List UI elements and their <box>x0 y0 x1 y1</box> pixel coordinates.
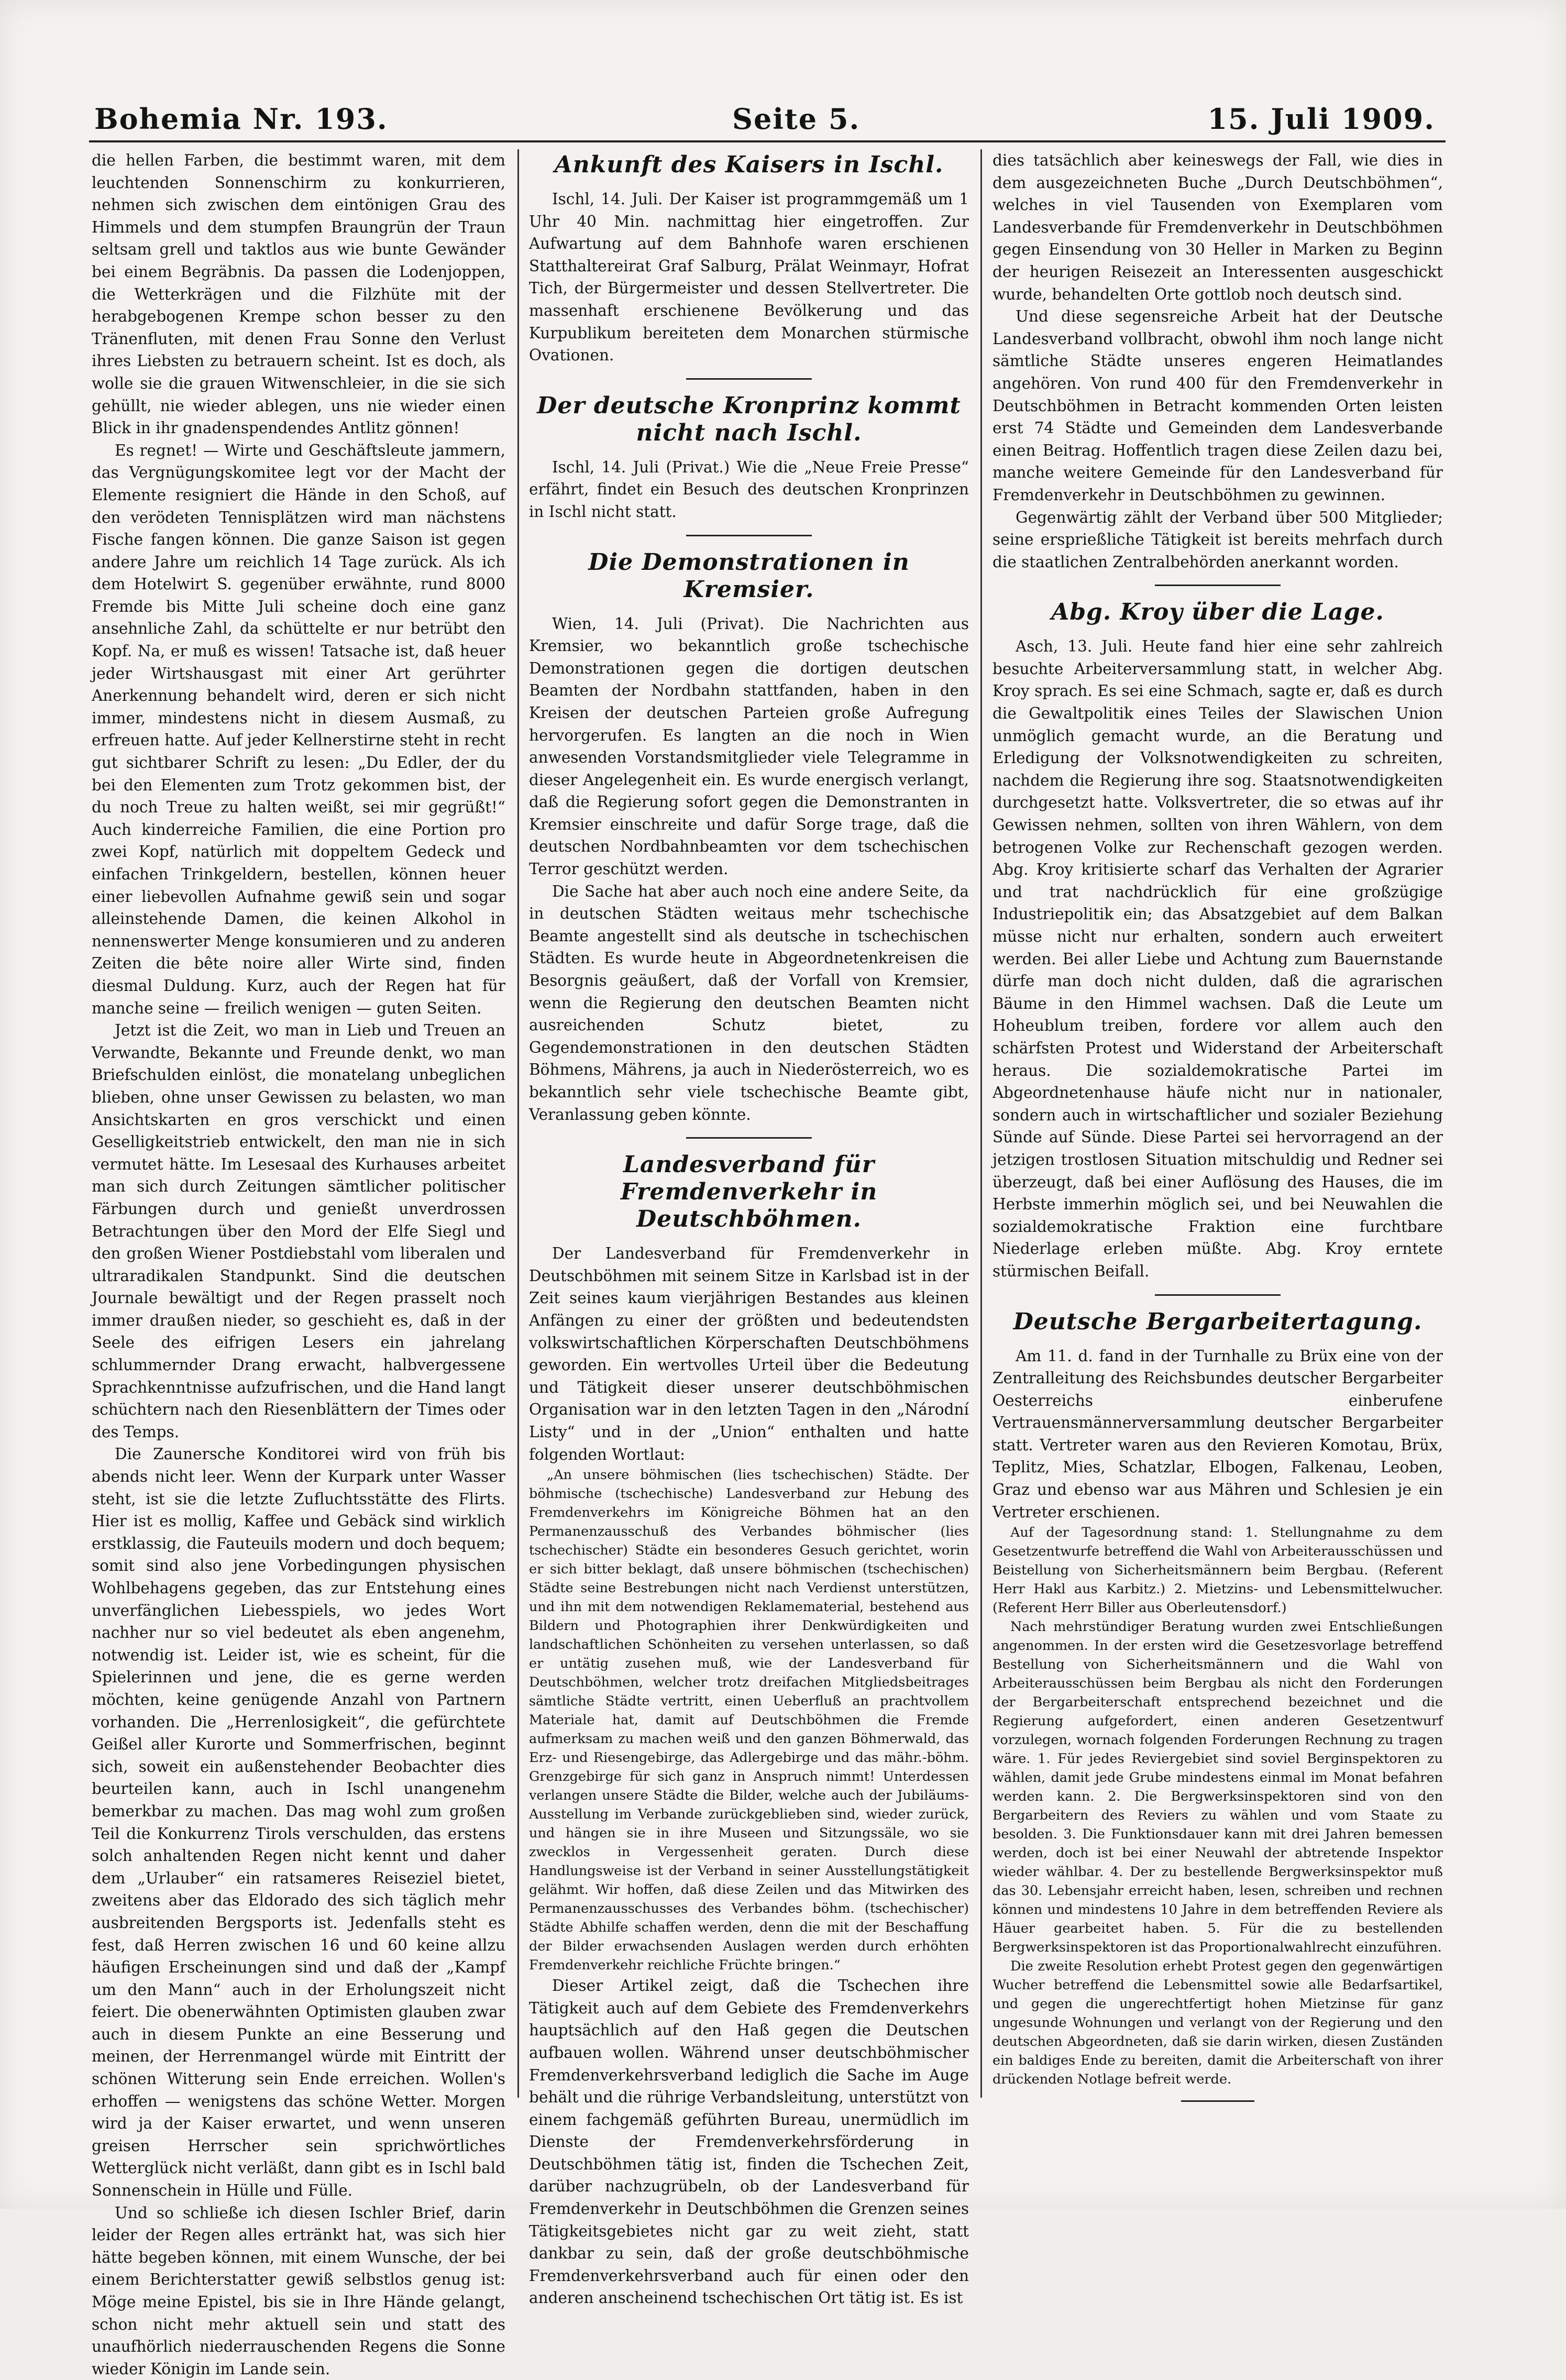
bergarbeiter-resolution-1: Nach mehrstündiger Beratung wurden zwei Entschließungen angenommen. In der ersten wird die Gesetzesvorlage betreffend Bestellung von Sicherheitsmännern und die Wahl von Arbeiterausschüssen beim Bergbau als nicht den Forderungen der Bergarbeiterschaft entsprechend bezeichnet und die Regierung aufgefordert, einen anderen Gesetzentwurf vorzulegen, wornach folgenden Forderungen Rechnung zu tragen wäre. 1. Für jedes Reviergebiet sind soviel Berginspektoren zu wählen, damit jede Grube mindestens einmal im Monat befahren werden kann. 2. Die Bergwerksinspektoren sind von den Bergarbeitern des Reviers zu wählen und vom Staate zu besolden. 3. Die Funktionsdauer kann mit drei Jahren bemessen werden, doch ist bei einer Neuwahl der abtretende Inspektor wieder wählbar. 4. Der zu bestellende Bergwerksinspektor muß das 30. Lebensjahr erreicht haben, lesen, schreiben und rechnen können und mindestens 10 Jahre in dem betreffenden Reviere als Häuer gearbeitet haben. 5. Für die zu bestellenden Bergwerksinspektoren ist das Proportionalwahlrecht einzuführen. <box>992 1619 1443 1956</box>
bergarbeiter-resolution-2: Die zweite Resolution erhebt Protest gegen den gegenwärtigen Wucher betreffend die Lebensmittel sowie alle Bedarfsartikel, und gegen die ungerechtfertigt hohen Mietzinse für ganz ungesunde Wohnungen und verlangt von der Regierung und den deutschen Abgeordneten, daß sie darin wirken, diesen Zuständen ein baldiges Ende zu bereiten, damit die Arbeiterschaft von ihrer drückenden Notlage befreit werde. <box>992 1958 1443 2088</box>
article-landesverband-continued: Und diese segensreiche Arbeit hat der Deutsche Landesverband vollbracht, obwohl ihm noch lange nicht sämtliche Städte unseres engeren Heimatlandes angehören. Von rund 400 für den Fremdenverkehr in Deutschböhmen in Betracht kommenden Orten leisten erst 74 Städte und Gemeinden dem Landesverbande einen Beitrag. Hoffentlich tragen diese Zeilen dazu bei, manche weitere Gemeinde für den Landesverband für Fremdenverkehr in Deutschböhmen zu gewinnen. <box>992 307 1443 504</box>
header-page-number: Seite 5. <box>732 102 861 136</box>
header-issue: Bohemia Nr. 193. <box>94 102 388 136</box>
column-right <box>992 149 1443 2161</box>
article-bergarbeiter-body: Am 11. d. fand in der Turnhalle zu Brüx eine von der Zentralleitung des Reichsbundes deutscher Bergarbeiter Oesterreichs einberufene Vertrauensmännerversammlung deutscher Bergarbeiter statt. Vertreter waren aus den Revieren Komotau, Brüx, Teplitz, Mies, Schatzlar, Elbogen, Falkenau, Leoben, Graz und ebenso war aus Mähren und Schlesien je ein Vertreter erschienen. <box>992 1347 1443 1521</box>
end-rule <box>1181 2100 1254 2102</box>
article-kaiser-body: Ischl, 14. Juli. Der Kaiser ist programmgemäß um 1 Uhr 40 Min. nachmittag hier eingetroffen. Zur Aufwartung auf dem Bahnhofe waren erschienen Statthaltereirat Graf Salburg, Prälat Weinmayr, Hofrat Tich, der Bürgermeister und dessen Stellvertreter. Die massenhaft erschienene Bevölkerung und das Kurpublikum bereiteten dem Monarchen stürmische Ovationen. <box>529 190 969 365</box>
article-landesverband-continued: dies tatsächlich aber keineswegs der Fall, wie dies in dem ausgezeichneten Buche „Durch Deutschböhmen“, welches in viel Tausenden von Exemplaren vom Landesverbande für Fremdenverkehr in Deutschböhmen gegen Einsendung von 30 Heller in Marken zu Beginn der heurigen Reisezeit an Interessenten ausgeschickt wurde, behandelten Orte gottlob noch deutsch sind. <box>992 151 1443 303</box>
article-kroy-body: Asch, 13. Juli. Heute fand hier eine sehr zahlreich besuchte Arbeiterversammlung statt, in welcher Abg. Kroy sprach. Es sei eine Schmach, sagte er, daß es durch die Gewaltpolitik eines Teiles der Slawischen Union unmöglich gemacht wurde, an die Beratung und Erledigung der Volksnotwendigkeiten zu schreiten, nachdem die Regierung ihre sog. Staatsnotwendigkeiten durchgesetzt hatte. Volksvertreter, die so etwas auf ihr Gewissen nehmen, sollten von ihren Wählern, von dem betrogenen Volke zur Rechenschaft gezogen werden. Abg. Kroy kritisierte scharf das Verhalten der Agrarier und trat nachdrücklich für eine großzügige Industriepolitik ein; das Absatzgebiet auf dem Balkan müsse nicht nur erhalten, sondern auch erweitert werden. Bei aller Liebe und Achtung zum Bauernstande dürfe man doch nicht dulden, daß die agrarischen Bäume in den Himmel wachsen. Daß die Leute um Hoheublum treiben, fordere vor allem auch den schärfsten Protest und Widerstand der Arbeiterschaft heraus. Die sozialdemokratische Partei im Abgeordnetenhause häufe nicht nur in nationaler, sondern auch in wirtschaftlicher und sozialer Beziehung Sünde auf Sünde. Diese Partei sei hervorragend an der jetzigen trostlosen Situation mitschuldig und Redner sei überzeugt, daß bei einer Auflösung des Hauses, die im Herbste immerhin möglich sei, und bei Neuwahlen die sozialdemokratische Fraktion eine furchtbare Niederlage erleben müßte. Abg. Kroy erntete stürmischen Beifall. <box>992 637 1443 1280</box>
article-separator <box>686 1137 812 1139</box>
article-ischl-paragraph: Jetzt ist die Zeit, wo man in Lieb und Treuen an Verwandte, Bekannte und Freunde denkt, wo man Briefschulden einlöst, die monatelang unbeglichen blieben, ohne unser Gewissen zu belasten, wo man Ansichtskarten en gros verschickt und einen Geselligkeitstrieb entwickelt, den man nie in sich vermutet hätte. Im Lesesaal des Kurhauses arbeitet man sich durch Zeitungen sämtlicher politischer Färbungen durch und genießt unverdrossen Betrachtungen über den Mord der Elfe Siegl und den großen Wiener Postdiebstahl vom liberalen und ultraradikalen Standpunkt. Sind die deutschen Journale bewältigt und der Regen prasselt noch immer draußen nieder, so geschieht es, daß in der Seele des eifrigen Lesers ein jahrelang schlummernder Drang erwacht, halbvergessene Sprachkenntnisse aufzufrischen, und die Hand langt schüchtern nach den Riesenblättern der Times oder des Temps. <box>92 1021 505 1441</box>
article-kremsier-body: Wien, 14. Juli (Privat). Die Nachrichten aus Kremsier, wo bekanntlich große tschechische Demonstrationen gegen die dortigen deutschen Beamten der Nordbahn stattfanden, haben in den Kreisen der deutschen Parteien große Aufregung hervorgerufen. Es langten an die noch in Wien anwesenden Vorstandsmitglieder viele Telegramme in dieser Angelegenheit ein. Es wurde energisch verlangt, daß die Regierung sofort gegen die Demonstranten in Kremsier einschreite und dafür Sorge trage, daß die deutschen Nordbahnbeamten vor dem tschechischen Terror geschützt werden. <box>529 614 969 878</box>
headline-kaiser-ischl: Ankunft des Kaisers in Ischl. <box>554 151 944 178</box>
column-middle <box>529 149 969 2307</box>
article-landesverband-continued: Gegenwärtig zählt der Verband über 500 Mitglieder; seine ersprießliche Tätigkeit ist bereits mehrfach durch die staatlichen Zentralbehörden anerkannt worden. <box>992 508 1443 571</box>
column-divider-1 <box>517 149 519 2098</box>
article-landesverband-body: Der Landesverband für Fremdenverkehr in Deutschböhmen mit seinem Sitze in Karlsbad ist in der Zeit seines kaum vierjährigen Bestandes aus kleinen Anfängen zu einer der größten und bedeutendsten volkswirtschaftlichen Körperschaften Deutschböhmens geworden. Ein wertvolles Urteil über die Bedeutung und Tätigkeit dieser unserer deutschböhmischen Organisation war in den letzten Tagen in den „Národní Listy“ und in der „Union“ enthalten und hatte folgenden Wortlaut: <box>529 1244 969 1463</box>
article-ischl-paragraph: die hellen Farben, die bestimmt waren, mit dem leuchtenden Sonnenschirm zu konkurrieren, nehmen sich zwischen dem eintönigen Grau des Himmels und dem stumpfen Braungrün der Traun seltsam grell und taktlos aus wie bunte Gewänder bei einem Begräbnis. Da passen die Lodenjoppen, die Wetterkrägen und die Filzhüte mit der herabgebogenen Krempe schon besser zu den Tränenfluten, mit denen Frau Sonne den Verlust ihres Liebsten zu betrauern scheint. Ist es doch, als wolle sie die grauen Witwenschleier, in die sie sich gehüllt, nie wieder ablegen, uns nie wieder einen Blick in ihr gnadenspendendes Antlitz gönnen! <box>92 151 505 437</box>
article-separator <box>1155 585 1281 586</box>
headline-landesverband: Landesverband für Fremdenverkehr in Deutschböhmen. <box>620 1151 878 1233</box>
bergarbeiter-details <box>992 1523 1443 2089</box>
article-separator <box>686 378 812 380</box>
header-rule <box>89 140 1446 142</box>
article-separator <box>1155 1294 1281 1296</box>
article-separator <box>686 535 812 536</box>
article-ischl-paragraph: Die Zaunersche Konditorei wird von früh bis abends nicht leer. Wenn der Kurpark unter Wasser steht, ist sie die letzte Zufluchtsstätte des Flirts. Hier ist es mollig, Kaffee und Gebäck sind wirklich erstklassig, die Fauteuils modern und doch bequem; somit sind also jene Vorbedingungen physischen Wohlbehagens gegeben, das zur Entstehung eines unverfänglichen Liebesspiels, wo jedes Wort nachher nur so viel bedeutet als eben angenehm, notwendig ist. Leider ist, wie es scheint, für die Spielerinnen und jene, die es gerne werden möchten, keine genügende Anzahl von Partnern vorhanden. Die „Herrenlosigkeit“, die gefürchtete Geißel aller Kurorte und Sommerfrischen, beginnt sich, soweit ein außenstehender Beobachter dies beurteilen kann, auch in Ischl unangenehm bemerkbar zu machen. Das mag wohl zum großen Teil die Konkurrenz Tirols verschulden, das erstens solch anhaltenden Regen nicht kennt und daher dem „Urlauber“ ein ratsameres Reiseziel bietet, zweitens aber das Eldorado des sich täglich mehr ausbreitenden Bergsports ist. Jedenfalls steht es fest, daß Herren zwischen 16 und 60 keine allzu häufigen Erscheinungen sind und daß der „Kampf um den Mann“ auch in der Erholungszeit nicht feiert. Die obenerwähnten Optimisten glauben zwar auch in diesem Punkte an eine Besserung und meinen, der Herrenmangel würde mit Eintritt der schönen Witterung sein Ende erreichen. Wollen's erhoffen — wenigstens das schöne Wetter. Morgen wird ja der Kaiser erwartet, und wenn unseren greisen Herrscher sein sprichwörtliches Wetterglück nicht verläßt, dann gibt es in Ischl bald Sonnenschein in Hülle und Fülle. <box>92 1445 505 2200</box>
column-left <box>92 149 505 2378</box>
headline-kroy: Abg. Kroy über die Lage. <box>1051 599 1384 626</box>
article-kronprinz-body: Ischl, 14. Juli (Privat.) Wie die „Neue Freie Presse“ erfährt, findet ein Besuch des deutschen Kronprinzen in Ischl nicht statt. <box>529 458 969 521</box>
headline-bergarbeitertagung: Deutsche Bergarbeitertagung. <box>1013 1308 1422 1335</box>
article-landesverband-body: Dieser Artikel zeigt, daß die Tschechen ihre Tätigkeit auch auf dem Gebiete des Fremdenverkehrs hauptsächlich auf den Haß gegen die Deutschen aufbauen wollen. Während unser deutschböhmischer Fremdenverkehrsverband lediglich die Sache im Auge behält und die rührige Verbandsleitung, unterstützt von einem fachgemäß geführten Bureau, unermüdlich im Dienste der Fremdenverkehrsförderung in Deutschböhmen tätig ist, finden die Tschechen Zeit, darüber nachzugrübeln, ob der Landesverband für Fremdenverkehr in Deutschböhmen die Grenzen seines Tätigkeitsgebietes nicht gar zu weit zieht, statt dankbar zu sein, daß der große deutschböhmische Fremdenverkehrsverband auch für einen oder den anderen anscheinend tschechischen Ort tätig ist. Es ist <box>529 1977 969 2307</box>
article-ischl-paragraph: Es regnet! — Wirte und Geschäftsleute jammern, das Vergnügungskomitee legt vor der Macht der Elemente resigniert die Hände in den Schoß, auf den verödeten Tennisplätzen wird man nächstens Fische fangen können. Die ganze Saison ist gegen andere Jahre um reichlich 14 Tage zurück. Als ich dem Hotelwirt S. gegenüber erwähnte, rund 8000 Fremde bis Mitte Juli scheine doch eine ganz ansehnliche Zahl, da schüttelte er nur betrübt den Kopf. Na, er muß es wissen! Tatsache ist, daß heuer jeder Wirtshausgast mit einer Art gerührter Anerkennung behandelt wird, deren er sich nicht immer, mindestens nicht in diesem Ausmaß, zu erfreuen hatte. Auf jeder Kellnerstirne steht in recht gut sichtbarer Schrift zu lesen: „Du Edler, der du bei den Elementen zum Trotz gekommen bist, der du noch Treue zu halten weißt, sei mir gegrüßt!“ Auch kinderreiche Familien, die eine Portion pro zwei Kopf, natürlich mit doppeltem Gedeck und einfachen Trinkgeldern, bestellen, können heuer einer liebevollen Aufnahme gewiß sein und sogar alleinstehende Damen, die keinen Alkohol in nennenswerter Menge konsumieren und zu anderen Zeiten die bête noire aller Wirte sind, finden diesmal Duldung. Kurz, auch der Regen hat für manche seine — freilich wenigen — guten Seiten. <box>92 441 505 1017</box>
headline-kronprinz: Der deutsche Kronprinz kommt nicht nach Ischl. <box>537 392 961 446</box>
column-divider-2 <box>980 149 982 2098</box>
page-header <box>94 102 1435 139</box>
article-ischl-paragraph: Und so schließe ich diesen Ischler Brief, darin leider der Regen alles ertränkt hat, was sich hier hätte begeben können, mit einem Wunsche, der bei einem Berichterstatter gewiß selbstlos genug ist: Möge meine Epistel, bis sie in Ihre Hände gelangt, schon nicht mehr aktuell sein und statt des unaufhörlich niederrauschenden Regens die Sonne wieder Königin im Lande sein. <box>92 2203 505 2378</box>
article-kremsier-body: Die Sache hat aber auch noch eine andere Seite, da in deutschen Städten weitaus mehr tschechische Beamte angestellt sind als deutsche in tschechischen Städten. Es wurde heute in Abgeordnetenkreisen die Besorgnis geäußert, daß der Vorfall von Kremsier, wenn die Regierung den deutschen Beamten nicht ausreichenden Schutz bietet, zu Gegendemonstrationen in den deutschen Städten Böhmens, Mährens, ja auch in Niederösterreich, wo es bekanntlich sehr viele tschechische Beamte gibt, Veranlassung geben könnte. <box>529 882 969 1123</box>
quoted-article-text: „An unsere böhmischen (lies tschechischen) Städte. Der böhmische (tschechische) Landesverband zur Hebung des Fremdenverkehrs im Königreiche Böhmen hat an den Permanenzausschuß des Verbandes böhmischer (lies tschechischer) Städte ein besonderes Gesuch gerichtet, worin er sich bitter beklagt, daß unsere böhmischen (tschechischen) Städte seine Bestrebungen nicht nach Verdienst unterstützen, und ihn mit dem notwendigen Reklamematerial, bestehend aus Bildern und Photographien ihrer Denkwürdigkeiten und landschaftlichen Schönheiten zu versehen unterlassen, so daß er untätig zusehen muß, wie der Landesverband für Deutschböhmen, welcher trotz dreifachen Mitgliedsbeitrages sämtliche Städte vertritt, einen Ueberfluß an prachtvollem Materiale hat, damit auf Deutschböhmen die Fremde aufmerksam zu machen weiß und den ganzen Böhmerwald, das Erz- und Riesengebirge, das Adlergebirge und das mähr.-böhm. Grenzgebirge für sich ganz in Anspruch nimmt! Unterdessen verlangen unsere Städte die Bilder, welche auch der Jubiläums-Ausstellung im Verbande zurückgeblieben sind, wieder zurück, und hängen sie in ihre Museen und Sitzungssäle, wo sie zwecklos in Vergessenheit geraten. Durch diese Handlungsweise ist der Verband in seiner Ausstellungstätigkeit gelähmt. Wir hoffen, daß diese Zeilen und das Mitwirken des Permanenzausschusses des Verbandes böhm. (tschechischer) Städte Abhilfe schaffen werden, denn die mit der Beschaffung der Bilder erwachsenden Auslagen werden durch erhöhten Fremdenverkehr reichliche Früchte bringen.“ <box>529 1467 969 1974</box>
headline-kremsier: Die Demonstrationen in Kremsier. <box>588 548 910 603</box>
quoted-article <box>529 1466 969 1975</box>
bergarbeiter-agenda: Auf der Tagesordnung stand: 1. Stellungnahme zu dem Gesetzentwurfe betreffend die Wahl von Arbeiterausschüssen und Beistellung von Sicherheitsmännern beim Bergbau. (Referent Herr Hakl aus Karbitz.) 2. Mietzins- und Lebensmittelwucher. (Referent Herr Biller aus Oberleutensdorf.) <box>992 1525 1443 1616</box>
header-date: 15. Juli 1909. <box>1207 102 1435 136</box>
